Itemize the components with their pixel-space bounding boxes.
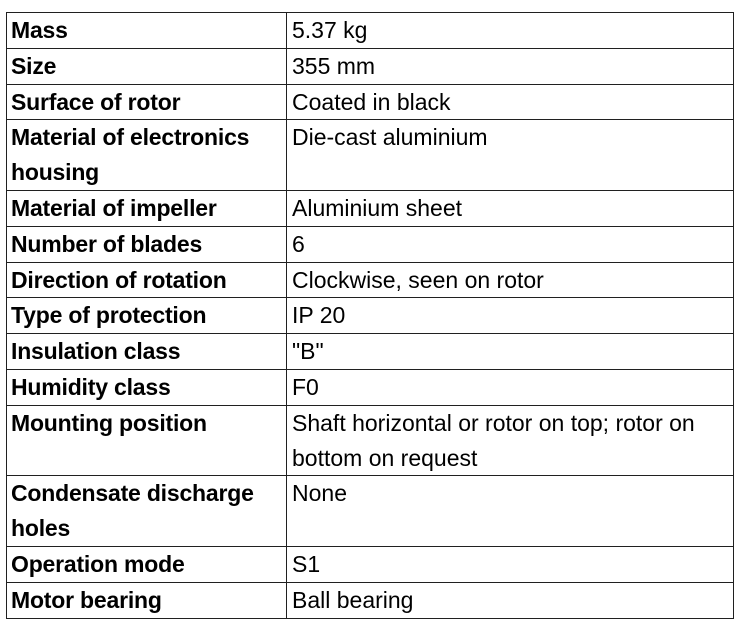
- table-row: [7, 369, 734, 405]
- table-row: [7, 190, 734, 226]
- table-row: [7, 405, 734, 476]
- table-row: [7, 120, 734, 191]
- spec-value: S1: [287, 546, 734, 582]
- spec-label: Number of blades: [7, 226, 287, 262]
- spec-label: Material of impeller: [7, 190, 287, 226]
- specification-table: [6, 12, 734, 619]
- spec-value: None: [287, 476, 734, 547]
- table-row: [7, 262, 734, 298]
- table-row: [7, 334, 734, 370]
- table-row: [7, 84, 734, 120]
- spec-value: Coated in black: [287, 84, 734, 120]
- spec-value: 355 mm: [287, 48, 734, 84]
- spec-value: F0: [287, 369, 734, 405]
- spec-label: Operation mode: [7, 546, 287, 582]
- table-row: [7, 298, 734, 334]
- spec-label: Condensate discharge holes: [7, 476, 287, 547]
- spec-value: Shaft horizontal or rotor on top; rotor on bottom on request: [287, 405, 734, 476]
- table-row: [7, 226, 734, 262]
- table-row: [7, 48, 734, 84]
- table-row: [7, 476, 734, 547]
- spec-value: Aluminium sheet: [287, 190, 734, 226]
- spec-value: IP 20: [287, 298, 734, 334]
- spec-value: 5.37 kg: [287, 13, 734, 49]
- spec-label: Size: [7, 48, 287, 84]
- spec-label: Humidity class: [7, 369, 287, 405]
- spec-value: "B": [287, 334, 734, 370]
- spec-value: Clockwise, seen on rotor: [287, 262, 734, 298]
- spec-value: Die-cast aluminium: [287, 120, 734, 191]
- spec-value: Ball bearing: [287, 582, 734, 618]
- spec-label: Mounting position: [7, 405, 287, 476]
- table-row: [7, 582, 734, 618]
- spec-label: Material of electronics housing: [7, 120, 287, 191]
- spec-label: Motor bearing: [7, 582, 287, 618]
- spec-label: Insulation class: [7, 334, 287, 370]
- spec-label: Type of protection: [7, 298, 287, 334]
- spec-label: Surface of rotor: [7, 84, 287, 120]
- spec-value: 6: [287, 226, 734, 262]
- spec-label: Direction of rotation: [7, 262, 287, 298]
- table-row: [7, 13, 734, 49]
- table-row: [7, 546, 734, 582]
- spec-label: Mass: [7, 13, 287, 49]
